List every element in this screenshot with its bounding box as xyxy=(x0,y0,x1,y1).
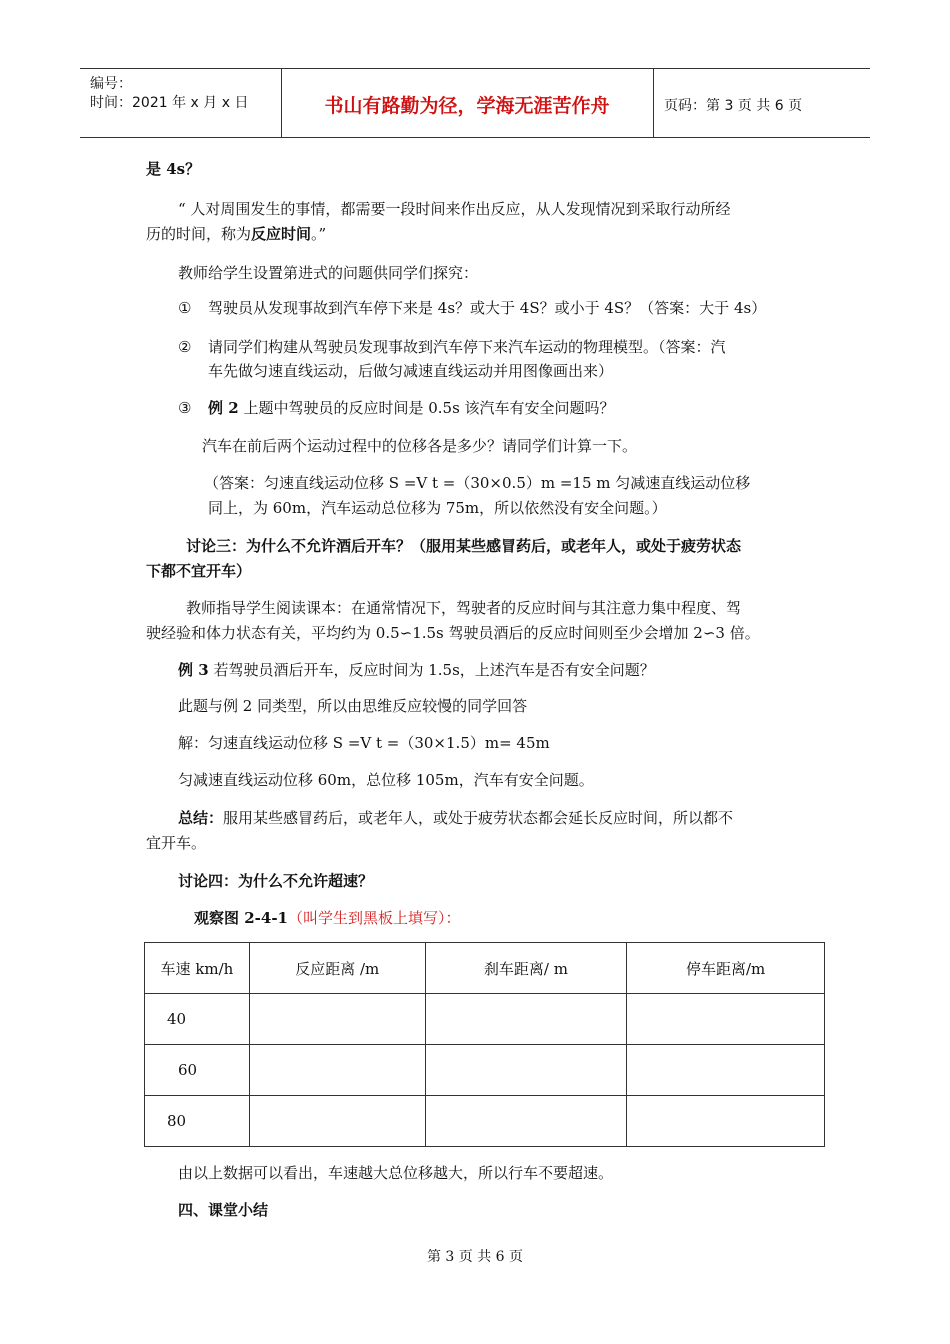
calc-prompt: 汽车在前后两个运动过程中的位移各是多少？请同学们计算一下。 xyxy=(202,437,638,455)
conclusion-line: 由以上数据可以看出，车速越大总位移越大，所以行车不要超速。 xyxy=(178,1164,614,1182)
question-text: 上题中驾驶员的反应时间是 0.5s 该汽车有安全问题吗？ xyxy=(238,399,615,417)
example-text: 若驾驶员酒后开车，反应时间为 1.5s，上述汽车是否有安全问题？ xyxy=(208,661,655,679)
summary-label: 总结： xyxy=(178,809,224,827)
example-label: 例 3 xyxy=(178,661,209,679)
section-4-heading: 四、课堂小结 xyxy=(178,1201,269,1219)
summary-line-1 xyxy=(178,806,733,831)
question-number: ① xyxy=(178,299,192,317)
col-speed: 车速 km/h xyxy=(145,943,250,994)
header-divider xyxy=(653,69,654,137)
summary-text: 服用某些感冒药后，或老年人，或处于疲劳状态都会延长反应时间，所以都不 xyxy=(223,809,734,827)
blank-cell[interactable] xyxy=(425,1045,627,1096)
col-braking-distance: 刹车距离/ m xyxy=(425,943,627,994)
table-row xyxy=(145,1045,825,1096)
discussion-3-line-1: 讨论三：为什么不允许酒后开车？（服用某些感冒药后，或老年人，或处于疲劳状态 xyxy=(186,537,742,555)
table-row xyxy=(145,1096,825,1147)
page-footer: 第 3 页 共 6 页 xyxy=(426,1249,524,1265)
question-3 xyxy=(178,396,615,421)
summary-line-2: 宜开车。 xyxy=(146,834,207,852)
example-3 xyxy=(178,658,655,683)
observe-colon: ： xyxy=(445,909,461,927)
question-2-cont: 车先做匀速直线运动，后做匀减速直线运动并用图像画出来） xyxy=(208,362,614,380)
figure-ref: 观察图 2-4-1 xyxy=(194,909,288,927)
blank-cell[interactable] xyxy=(249,1096,425,1147)
page-header xyxy=(80,68,870,138)
table-row xyxy=(145,994,825,1045)
question-number: ② xyxy=(178,338,192,356)
discussion-3-line-2: 下都不宜开车） xyxy=(146,562,252,580)
speed-cell: 60 xyxy=(145,1045,250,1096)
question-text: 请同学们构建从驾驶员发现事故到汽车停下来汽车运动的物理模型。（答案：汽 xyxy=(208,338,726,356)
discussion-4: 讨论四：为什么不允许超速？ xyxy=(178,872,374,890)
speed-cell: 80 xyxy=(145,1096,250,1147)
quote-line-2 xyxy=(146,222,326,247)
solution-result: 匀减速直线运动位移 60m，总位移 105m，汽车有安全问题。 xyxy=(178,771,594,789)
question-number: ③ xyxy=(178,399,192,417)
doc-date-label: 时间：2021 年 x 月 x 日 xyxy=(90,95,249,111)
answer-line-1: （答案：匀速直线运动位移 S =V t =（30×0.5）m =15 m 匀减速直线运动位移 xyxy=(204,474,751,492)
table-header-row xyxy=(145,943,825,994)
blank-cell[interactable] xyxy=(425,1096,627,1147)
doc-code-label: 编号： xyxy=(90,76,132,92)
example-3-note: 此题与例 2 同类型，所以由思维反应较慢的同学回答 xyxy=(178,697,528,715)
reading-line-1: 教师指导学生阅读课本：在通常情况下，驾驶者的反应时间与其注意力集中程度、驾 xyxy=(186,599,742,617)
answer-line-2: 同上，为 60m，汽车运动总位移为 75m，所以依然没有安全问题。） xyxy=(208,499,667,517)
question-text: 驾驶员从发现事故到汽车停下来是 4s？或大于 4S？或小于 4S？（答案：大于 4s） xyxy=(208,299,767,317)
blank-cell[interactable] xyxy=(249,994,425,1045)
speed-cell: 40 xyxy=(145,994,250,1045)
observe-instruction: （叫学生到黑板上填写） xyxy=(288,909,446,927)
continued-line: 是 4s？ xyxy=(146,160,201,178)
header-meta xyxy=(90,75,280,113)
term-reaction-time: 反应时间 xyxy=(251,225,312,243)
header-motto: 书山有路勤为径，学海无涯苦作舟 xyxy=(324,95,610,117)
col-reaction-distance: 反应距离 /m xyxy=(249,943,425,994)
reading-line-2: 驶经验和体力状态有关，平均约为 0.5∽1.5s 驾驶员酒后的反应时间则至少会增加 2∽3 倍。 xyxy=(146,624,760,642)
example-label: 例 2 xyxy=(208,399,239,417)
intro-line: 教师给学生设置第进式的问题供同学们探究： xyxy=(178,264,479,282)
blank-cell[interactable] xyxy=(627,1045,825,1096)
observe-caption xyxy=(194,906,461,931)
quote-line-1: “ 人对周围发生的事情，都需要一段时间来作出反应，从人发现情况到采取行动所经 xyxy=(178,200,731,218)
blank-cell[interactable] xyxy=(249,1045,425,1096)
blank-cell[interactable] xyxy=(425,994,627,1045)
blank-cell[interactable] xyxy=(627,994,825,1045)
quote-text: 历的时间，称为 xyxy=(146,225,252,243)
solution-line: 解：匀速直线运动位移 S =V t =（30×1.5）m= 45m xyxy=(178,734,550,752)
header-page-number: 页码：第 3 页 共 6 页 xyxy=(664,98,803,114)
question-1 xyxy=(178,296,766,321)
blank-cell[interactable] xyxy=(627,1096,825,1147)
question-2 xyxy=(178,335,726,360)
quote-end: 。” xyxy=(311,225,327,243)
col-stopping-distance: 停车距离/m xyxy=(627,943,825,994)
stopping-distance-table xyxy=(144,942,825,1147)
